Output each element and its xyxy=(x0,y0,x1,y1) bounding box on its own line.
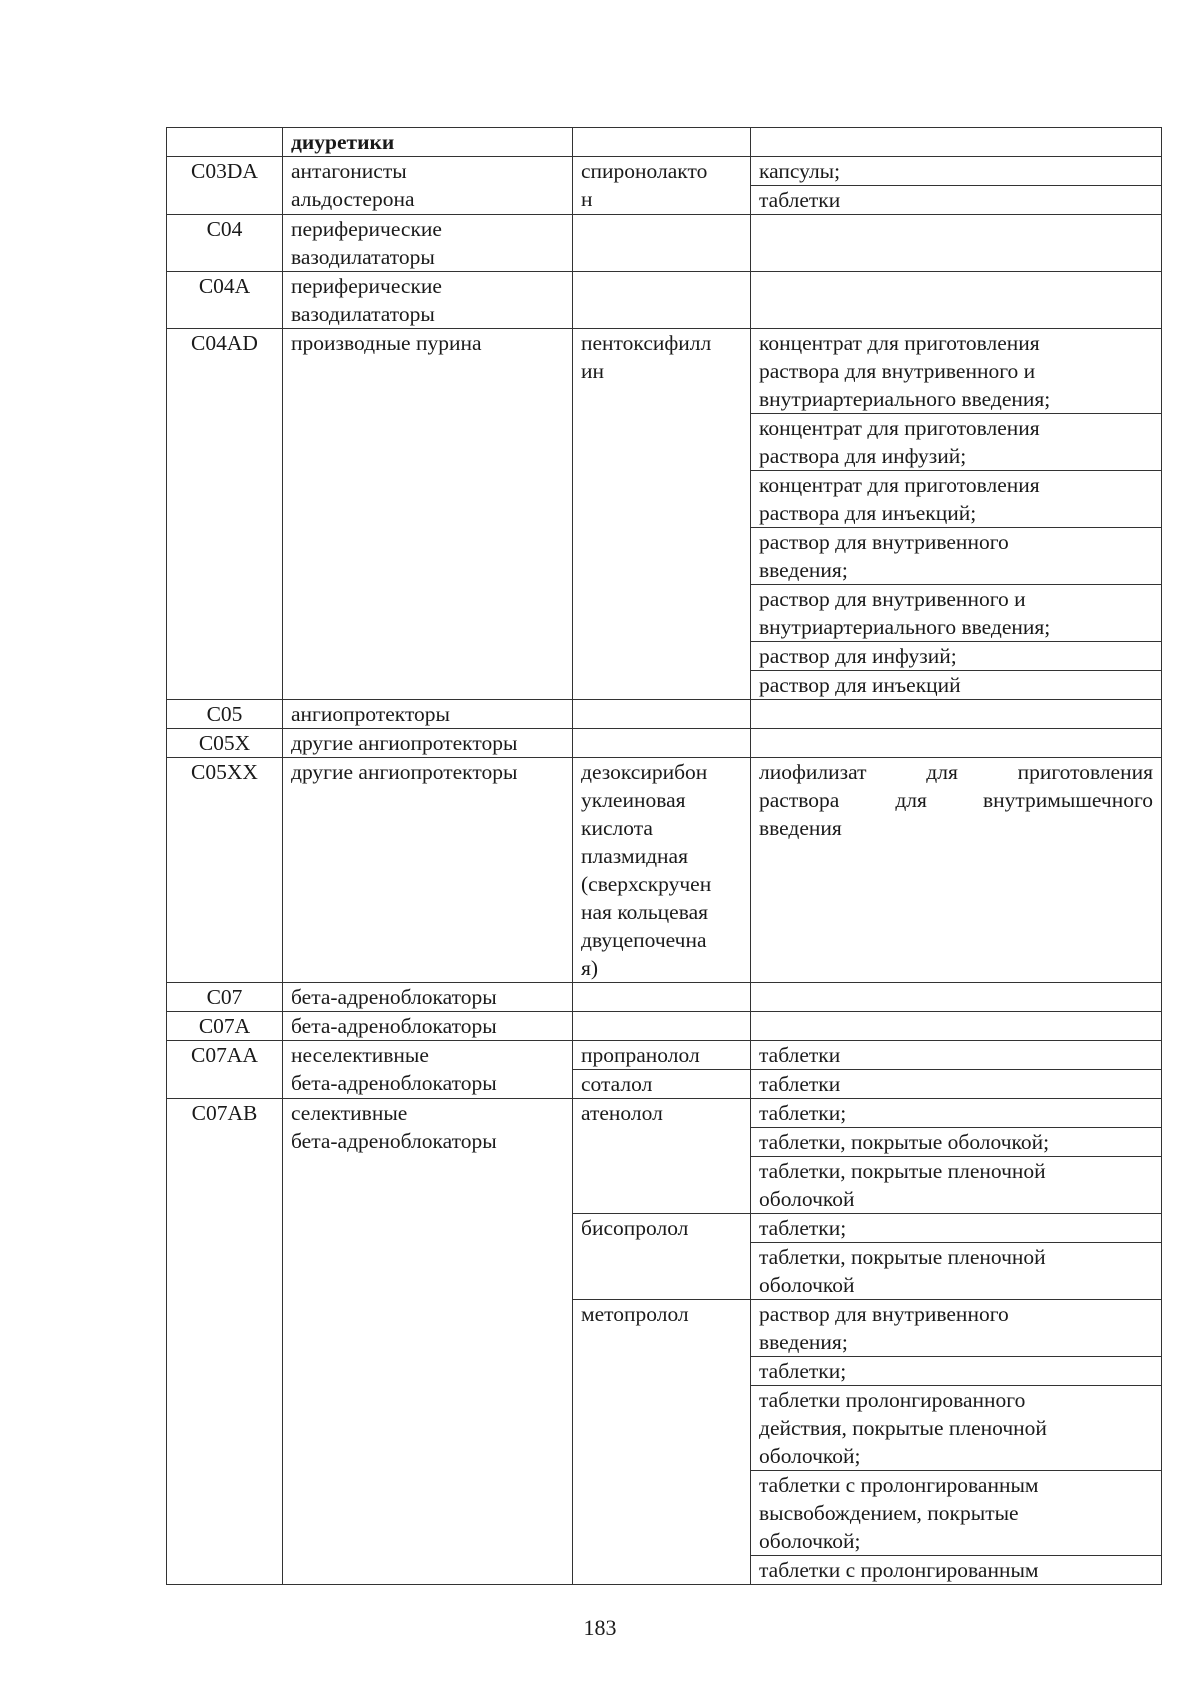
dosage-form-line: раствора для инъекций; xyxy=(759,501,977,525)
dosage-form-line: раствор для инъекций xyxy=(759,673,961,697)
drug-name-cell xyxy=(573,758,751,983)
dosage-form-line: раствора для внутримышечного xyxy=(759,788,1153,812)
group-cell xyxy=(283,983,573,1012)
group-name-line: вазодилататоры xyxy=(291,245,435,269)
dosage-form-cell xyxy=(751,1041,1162,1070)
dosage-form-line: высвобождением, покрытые xyxy=(759,1501,1019,1525)
dosage-form xyxy=(751,329,1161,413)
drug-name-cell xyxy=(573,1214,751,1300)
drug-name-cell xyxy=(573,329,751,700)
drug-name-line: кислота xyxy=(581,816,653,840)
group-cell xyxy=(283,128,573,157)
drug-name-line: атенолол xyxy=(581,1101,663,1125)
dosage-form xyxy=(751,1356,1161,1385)
atc-code-cell: C04A xyxy=(167,272,283,329)
dosage-form-line: таблетки xyxy=(759,1043,841,1067)
table-row xyxy=(167,272,1162,329)
dosage-form-line: введения; xyxy=(759,558,848,582)
group-name-line: бета-адреноблокаторы xyxy=(291,1014,497,1038)
drug-name-cell xyxy=(573,272,751,329)
dosage-form-cell xyxy=(751,157,1162,215)
dosage-form-cell xyxy=(751,1099,1162,1214)
drug-name-line: я) xyxy=(581,956,599,980)
drug-name-line: ин xyxy=(581,359,605,383)
group-name-line: периферические xyxy=(291,217,442,241)
table-row xyxy=(167,983,1162,1012)
dosage-form xyxy=(751,1300,1161,1356)
group-cell xyxy=(283,1012,573,1041)
atc-code-cell: C05XX xyxy=(167,758,283,983)
group-name-line: другие ангиопротекторы xyxy=(291,760,518,784)
drug-name-line: бисопролол xyxy=(581,1216,689,1240)
dosage-form-cell xyxy=(751,329,1162,700)
dosage-form-line: концентрат для приготовления xyxy=(759,473,1040,497)
dosage-form xyxy=(751,470,1161,527)
drug-name-line: ная кольцевая xyxy=(581,900,709,924)
atc-code-cell xyxy=(167,128,283,157)
atc-code-cell: C03DA xyxy=(167,157,283,215)
dosage-form-line: таблетки, покрытые пленочной xyxy=(759,1245,1046,1269)
dosage-form-line: раствор для внутривенного и xyxy=(759,587,1026,611)
dosage-form-line: лиофилизат для приготовления xyxy=(759,760,1153,784)
table-row xyxy=(167,1041,1162,1070)
drug-name-line: соталол xyxy=(581,1072,653,1096)
dosage-form-line: внутриартериального введения; xyxy=(759,615,1051,639)
drug-name-cell xyxy=(573,700,751,729)
drug-name-line: (сверхскручен xyxy=(581,872,712,896)
dosage-form-line: внутриартериального введения; xyxy=(759,387,1051,411)
dosage-form-cell xyxy=(751,758,1162,983)
dosage-form xyxy=(751,1242,1161,1299)
dosage-form-line: действия, покрытые пленочной xyxy=(759,1416,1047,1440)
dosage-form xyxy=(751,1127,1161,1156)
dosage-form-cell xyxy=(751,1214,1162,1300)
table-row xyxy=(167,1099,1162,1214)
drug-name-cell xyxy=(573,157,751,215)
group-cell xyxy=(283,729,573,758)
dosage-form-line: таблетки с пролонгированным xyxy=(759,1558,1039,1582)
table-row xyxy=(167,157,1162,215)
drug-name-line: дезоксирибон xyxy=(581,760,708,784)
group-cell xyxy=(283,329,573,700)
group-cell xyxy=(283,272,573,329)
atc-code-cell: C07 xyxy=(167,983,283,1012)
dosage-form xyxy=(751,1099,1161,1127)
atc-code-cell: C05 xyxy=(167,700,283,729)
dosage-form-line: оболочкой; xyxy=(759,1444,861,1468)
group-name-line: антагонисты xyxy=(291,159,407,183)
dosage-form-cell xyxy=(751,215,1162,272)
dosage-form xyxy=(751,1156,1161,1213)
drug-name-line: н xyxy=(581,187,593,211)
drug-name-line: спиронолакто xyxy=(581,159,708,183)
group-name-line: альдостерона xyxy=(291,187,415,211)
dosage-form xyxy=(751,527,1161,584)
group-name-line: бета-адреноблокаторы xyxy=(291,985,497,1009)
atc-code-cell: C07A xyxy=(167,1012,283,1041)
drug-name-cell xyxy=(573,1041,751,1070)
dosage-form-line: введения xyxy=(759,816,842,840)
group-name-line: вазодилататоры xyxy=(291,302,435,326)
group-name-line: селективные xyxy=(291,1101,408,1125)
drug-name-cell xyxy=(573,1099,751,1214)
table-row xyxy=(167,729,1162,758)
dosage-form xyxy=(751,1555,1161,1584)
dosage-form-line: таблетки, покрытые пленочной xyxy=(759,1159,1046,1183)
dosage-form-cell xyxy=(751,729,1162,758)
dosage-form-cell xyxy=(751,983,1162,1012)
dosage-form xyxy=(751,670,1161,699)
dosage-form-line: таблетки; xyxy=(759,1216,847,1240)
dosage-form-line: таблетки; xyxy=(759,1101,847,1125)
dosage-form-line: раствор для внутривенного xyxy=(759,530,1009,554)
table-row xyxy=(167,329,1162,700)
dosage-form xyxy=(751,1070,1161,1098)
group-name-line: бета-адреноблокаторы xyxy=(291,1071,497,1095)
drug-table xyxy=(166,127,1162,1585)
dosage-form-cell xyxy=(751,272,1162,329)
dosage-form-line: оболочкой xyxy=(759,1187,855,1211)
atc-code-cell: C07AB xyxy=(167,1099,283,1585)
dosage-form-line: капсулы; xyxy=(759,159,841,183)
group-name-line: диуретики xyxy=(291,130,395,154)
table-row xyxy=(167,215,1162,272)
dosage-form-line: таблетки с пролонгированным xyxy=(759,1473,1039,1497)
atc-code-cell: C04AD xyxy=(167,329,283,700)
drug-name-line: двуцепочечна xyxy=(581,928,707,952)
drug-name-line: пентоксифилл xyxy=(581,331,712,355)
group-cell xyxy=(283,700,573,729)
table-row xyxy=(167,128,1162,157)
group-name-line: бета-адреноблокаторы xyxy=(291,1129,497,1153)
dosage-form xyxy=(751,1385,1161,1470)
table-row xyxy=(167,758,1162,983)
dosage-form-line: концентрат для приготовления xyxy=(759,416,1040,440)
drug-name-cell xyxy=(573,128,751,157)
group-name-line: другие ангиопротекторы xyxy=(291,731,518,755)
dosage-form xyxy=(751,584,1161,641)
drug-name-cell xyxy=(573,1070,751,1099)
dosage-form-line: таблетки; xyxy=(759,1359,847,1383)
dosage-form xyxy=(751,185,1161,214)
dosage-form-line: раствора для инфузий; xyxy=(759,444,967,468)
dosage-form-cell xyxy=(751,128,1162,157)
dosage-form xyxy=(751,1214,1161,1242)
group-name-line: производные пурина xyxy=(291,331,482,355)
atc-code-cell: C07AA xyxy=(167,1041,283,1099)
dosage-form-cell xyxy=(751,700,1162,729)
dosage-form-cell xyxy=(751,1070,1162,1099)
drug-name-cell xyxy=(573,983,751,1012)
table-row xyxy=(167,1012,1162,1041)
dosage-form-line: таблетки xyxy=(759,188,841,212)
drug-name-line: уклеиновая xyxy=(581,788,686,812)
dosage-form-line: таблетки, покрытые оболочкой; xyxy=(759,1130,1050,1154)
group-cell xyxy=(283,758,573,983)
group-cell xyxy=(283,215,573,272)
drug-name-line: пропранолол xyxy=(581,1043,700,1067)
dosage-form-cell xyxy=(751,1012,1162,1041)
dosage-form-line: концентрат для приготовления xyxy=(759,331,1040,355)
drug-name-line: плазмидная xyxy=(581,844,688,868)
drug-name-cell xyxy=(573,215,751,272)
drug-name-cell xyxy=(573,1012,751,1041)
page-number: 183 xyxy=(583,1615,617,1640)
dosage-form xyxy=(751,1470,1161,1555)
dosage-form-line: раствор для внутривенного xyxy=(759,1302,1009,1326)
dosage-form-line: оболочкой; xyxy=(759,1529,861,1553)
group-cell xyxy=(283,1099,573,1585)
atc-code-cell: C04 xyxy=(167,215,283,272)
dosage-form xyxy=(751,1041,1161,1069)
dosage-form-line: раствор для инфузий; xyxy=(759,644,957,668)
dosage-form-line: таблетки xyxy=(759,1072,841,1096)
atc-code-cell: C05X xyxy=(167,729,283,758)
dosage-form-line: введения; xyxy=(759,1330,848,1354)
dosage-form xyxy=(751,758,1161,842)
dosage-form xyxy=(751,413,1161,470)
dosage-form-cell xyxy=(751,1300,1162,1585)
dosage-form-line: раствора для внутривенного и xyxy=(759,359,1036,383)
drug-name-cell xyxy=(573,1300,751,1585)
drug-name-line: метопролол xyxy=(581,1302,689,1326)
dosage-form-line: оболочкой xyxy=(759,1273,855,1297)
group-name-line: неселективные xyxy=(291,1043,429,1067)
dosage-form xyxy=(751,157,1161,185)
drug-name-cell xyxy=(573,729,751,758)
group-cell xyxy=(283,157,573,215)
table-row xyxy=(167,700,1162,729)
group-name-line: ангиопротекторы xyxy=(291,702,451,726)
dosage-form-line: таблетки пролонгированного xyxy=(759,1388,1026,1412)
group-cell xyxy=(283,1041,573,1099)
group-name-line: периферические xyxy=(291,274,442,298)
dosage-form xyxy=(751,641,1161,670)
